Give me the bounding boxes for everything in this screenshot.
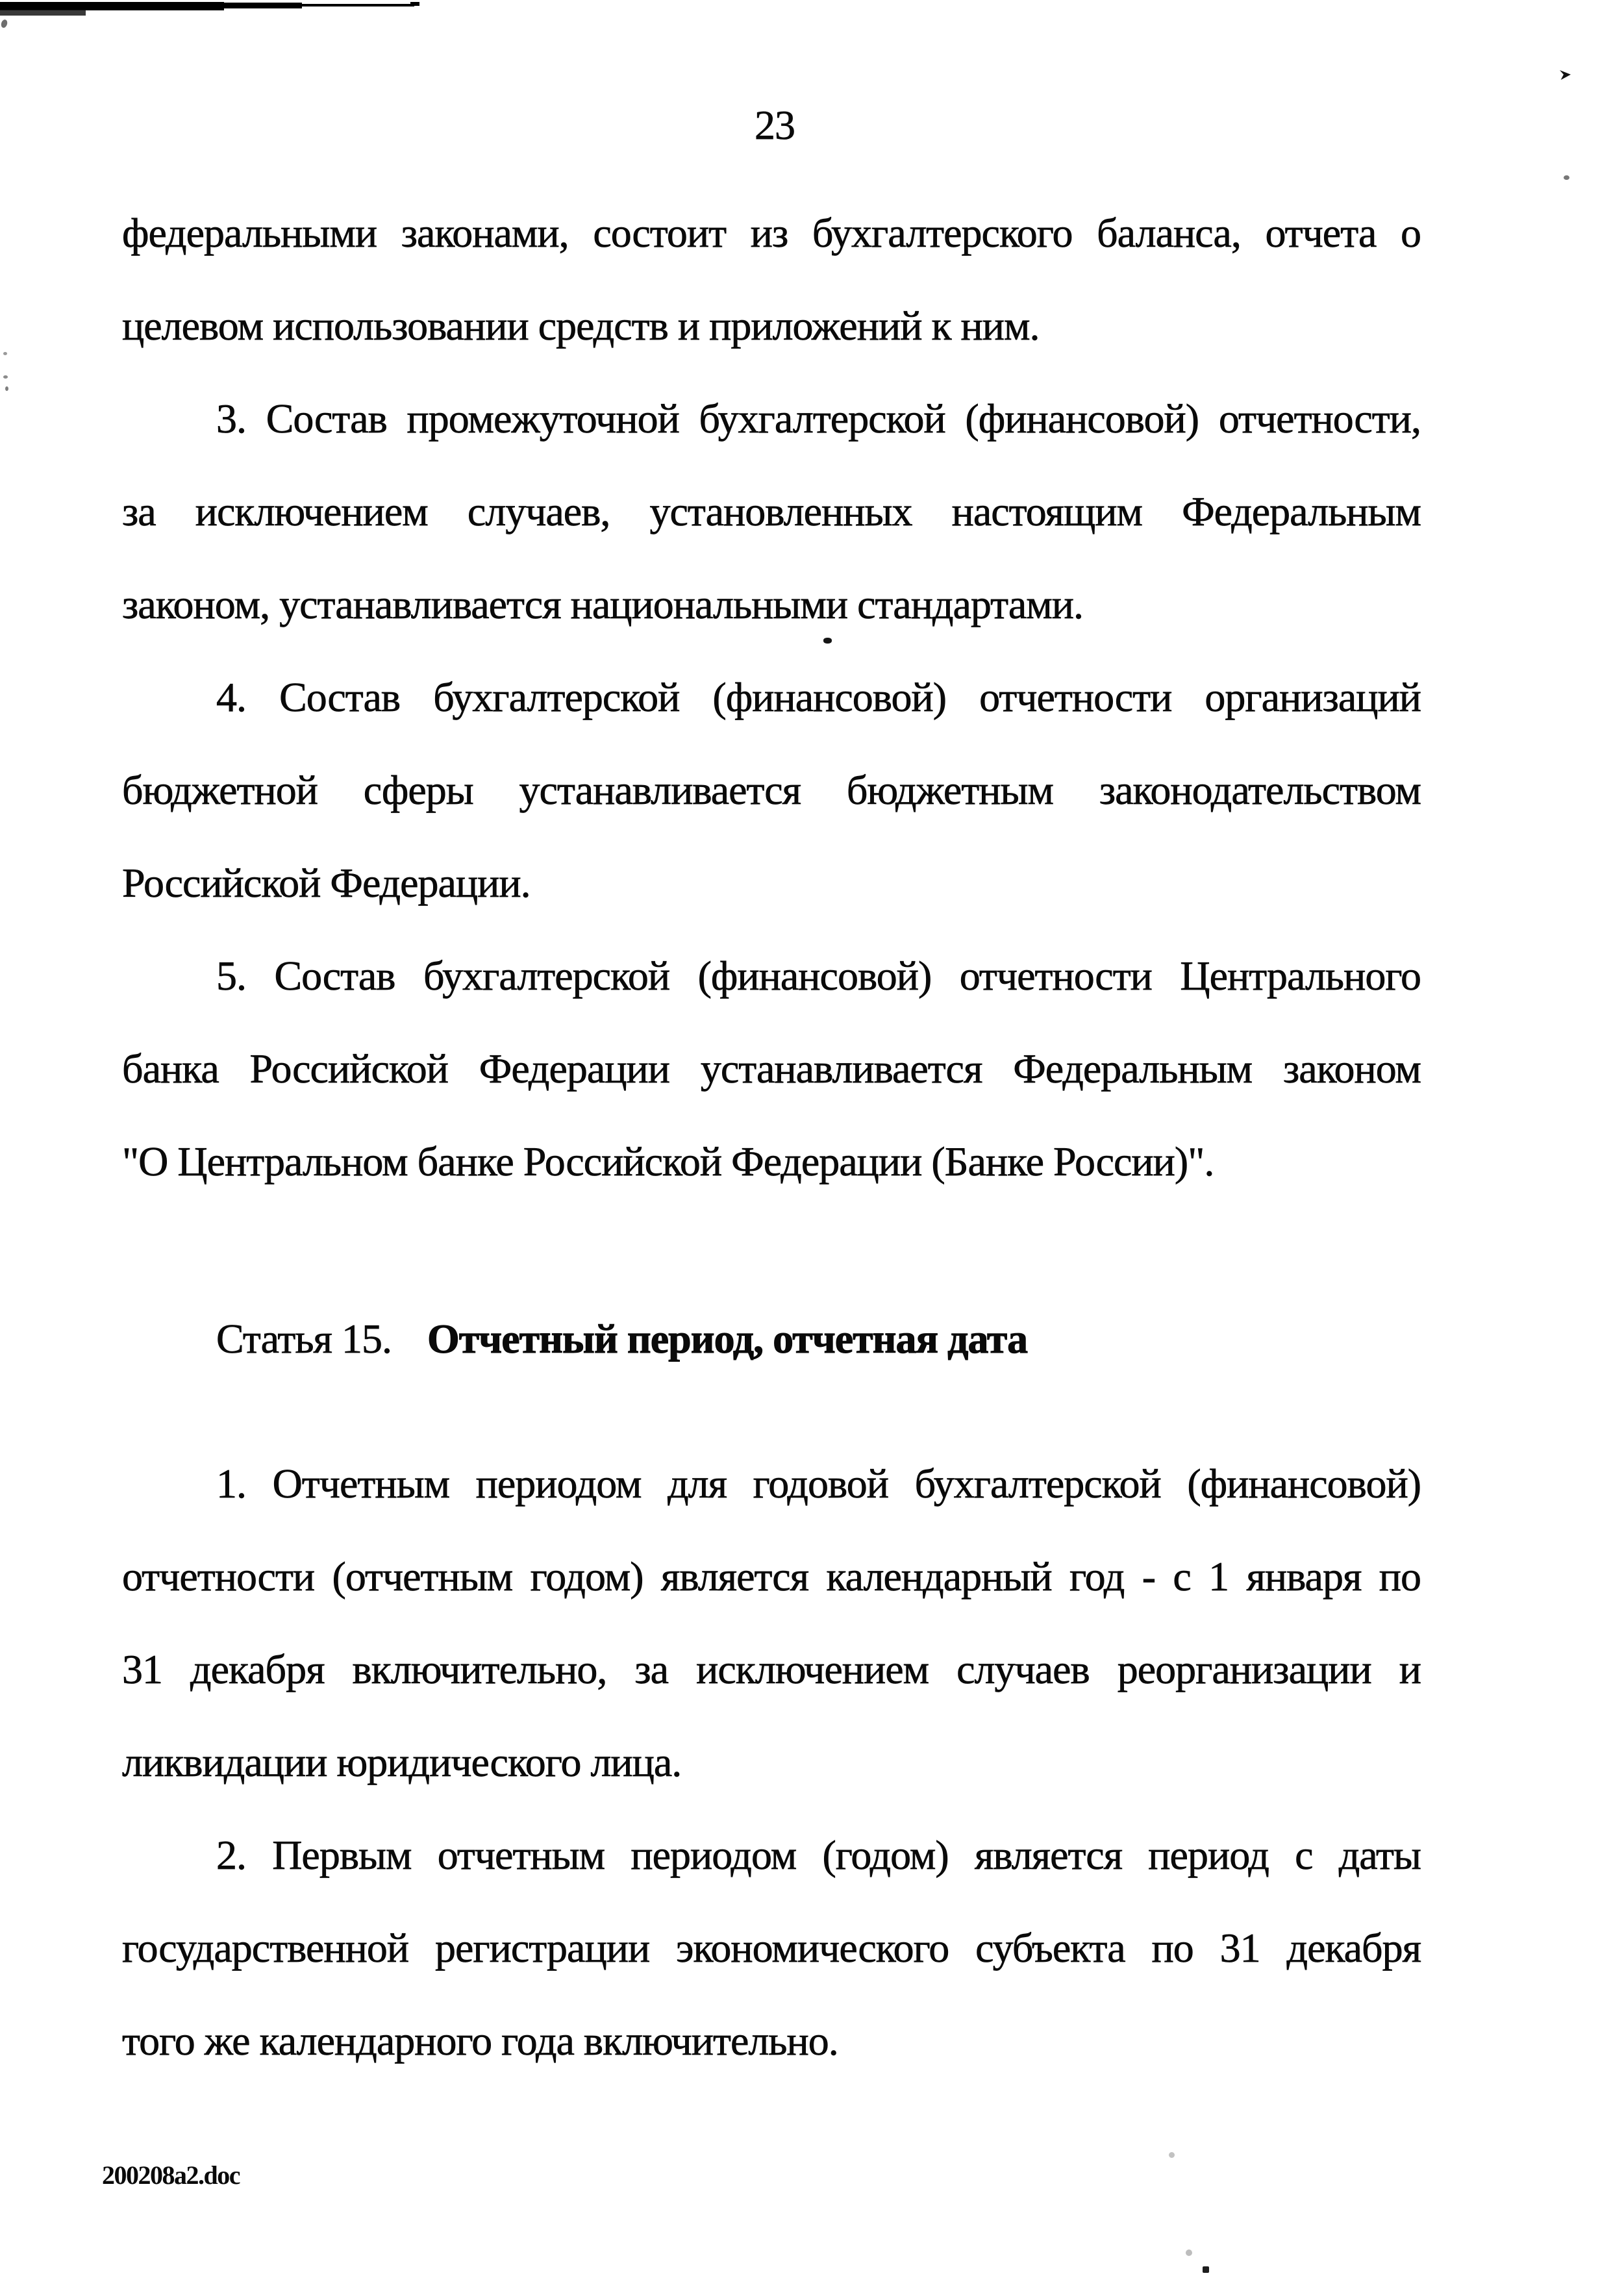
- text-line: 1. Отчетным периодом для годовой бухгалтерской (финансовой): [216, 1460, 1421, 1507]
- scan-bar-artifact: [410, 2, 419, 6]
- blank-line: [122, 1208, 1421, 1292]
- speck-artifact: [0, 19, 8, 29]
- text-line: ликвидации юридического лица.: [122, 1739, 682, 1785]
- blank-line: [122, 1385, 1421, 1437]
- document-body: [122, 186, 1421, 2087]
- text-line: "О Центральном банке Российской Федерации (Банке России)".: [122, 1138, 1214, 1184]
- text-line: бюджетной сферы устанавливается бюджетным законодательством: [122, 767, 1421, 813]
- text-line: за исключением случаев, установленных настоящим Федеральным: [122, 488, 1421, 534]
- scan-bar-artifact: [0, 10, 86, 16]
- article-title: Отчетный период, отчетная дата: [427, 1316, 1028, 1362]
- article-heading: [122, 1292, 1421, 1385]
- scan-bar-artifact: [219, 3, 302, 8]
- text-line: 4. Состав бухгалтерской (финансовой) отчетности организаций: [216, 674, 1421, 720]
- text-line: 3. Состав промежуточной бухгалтерской (финансовой) отчетности,: [216, 395, 1421, 442]
- text-line: того же календарного года включительно.: [122, 2018, 838, 2064]
- speck-artifact: [1203, 2266, 1209, 2273]
- text-line: целевом использовании средств и приложений к ним.: [122, 303, 1040, 349]
- footer-filename: 200208a2.doc: [102, 2161, 240, 2190]
- text-line: банка Российской Федерации устанавливается Федеральным законом: [122, 1046, 1421, 1092]
- speck-artifact: [1564, 175, 1569, 180]
- text-line: 5. Состав бухгалтерской (финансовой) отчетности Центрального: [216, 953, 1421, 999]
- page-number: 23: [755, 102, 795, 148]
- text-line: законом, устанавливается национальными стандартами.: [122, 581, 1083, 627]
- article-number-label: Статья 15.: [216, 1316, 392, 1362]
- text-line: Российской Федерации.: [122, 860, 531, 906]
- text-line: государственной регистрации экономического субъекта по 31 декабря: [122, 1925, 1421, 1971]
- speck-artifact: [5, 386, 8, 391]
- speck-artifact: [3, 375, 8, 379]
- text-line: федеральными законами, состоит из бухгалтерского баланса, отчета о: [122, 210, 1421, 256]
- text-line: 31 декабря включительно, за исключением случаев реорганизации и: [122, 1646, 1421, 1692]
- speck-artifact: [1186, 2249, 1192, 2256]
- text-line: отчетности (отчетным годом) является календарный год - с 1 января по: [122, 1553, 1421, 1599]
- scan-bar-artifact: [299, 4, 414, 6]
- text-line: 2. Первым отчетным периодом (годом) является период с даты: [216, 1832, 1421, 1878]
- speck-artifact: [3, 352, 7, 355]
- speck-artifact: [1169, 2152, 1175, 2158]
- speck-artifact: [1560, 70, 1571, 80]
